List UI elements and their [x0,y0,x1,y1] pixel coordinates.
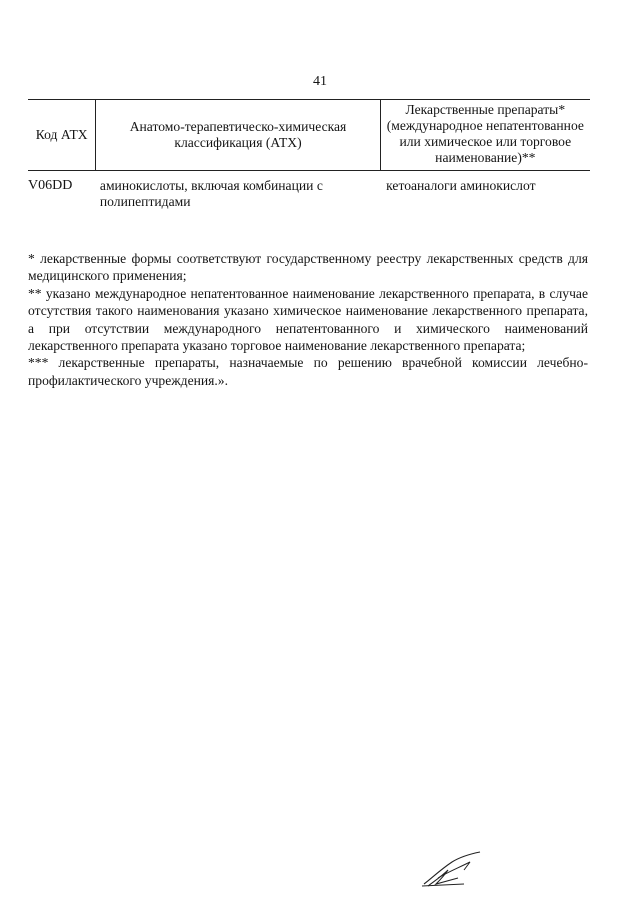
page-number: 41 [313,74,327,89]
handwritten-signature-icon [418,848,488,890]
header-classification [96,100,380,171]
header-code [28,100,96,171]
row-code: V06DD [28,178,73,193]
row-classification: аминокислоты, включая комбинации с полипептидами [99,178,323,209]
header-code-label: Код АТХ [35,126,88,142]
footnotes [28,250,588,389]
atc-table [28,99,590,211]
header-drugs [380,100,590,171]
header-classification-label: Анатомо-терапевтическо-химическая классификация (АТХ) [129,118,347,150]
footnote-2: ** указано международное непатентованное наименование лекарственного препарата, в случае отсутствия такого наименования указано химическое наименование лекарственного препарата, а при отсутствии международного непатентованного и химического наименований лекарственного препарата указано торговое наименование лекарственного препарата; [28,285,588,354]
footnote-3: *** лекарственные препараты, назначаемые по решению врачебной комиссии лечебно-профилактического учреждения.». [28,355,588,388]
footnote-1: * лекарственные формы соответствуют государственному реестру лекарственных средств для медицинского применения; [28,251,588,284]
table-row [28,171,590,212]
row-drugs: кетоаналоги аминокислот [386,178,536,193]
header-drugs-label: Лекарственные препараты* (международное непатентованное или химическое или торговое наименование)** [386,102,584,165]
table-header-row [28,100,590,171]
